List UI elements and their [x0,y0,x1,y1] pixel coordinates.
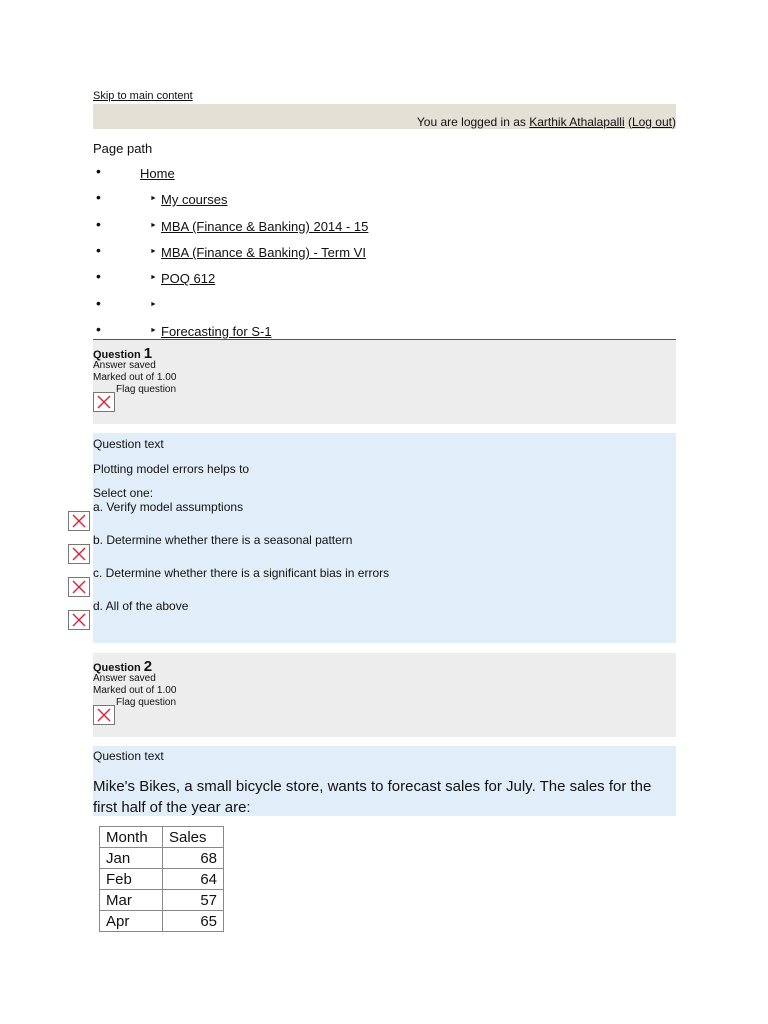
arrow-right-icon: ► [150,274,157,281]
bullet-icon: • [96,189,101,205]
month-cell: Feb [100,869,163,890]
bullet-icon: • [96,268,101,284]
question-2-prompt: Mike's Bikes, a small bicycle store, wants to forecast sales for July. The sales for the first half of the year are: [93,778,652,816]
arrow-right-icon: ► [150,301,157,308]
bullet-icon: • [96,163,101,179]
skip-to-main-content-link[interactable]: Skip to main content [93,90,193,102]
option-a-radio[interactable] [68,511,90,531]
bullet-icon: • [96,295,101,311]
option-a-label[interactable]: a. Verify model assumptions [93,500,244,514]
breadcrumb-item-term [0,242,768,265]
question-2-flag-checkbox[interactable] [93,705,115,725]
option-b-radio[interactable] [68,544,90,564]
table-row [100,869,224,890]
question-2-number: Question 2 [93,658,153,675]
broken-image-x-icon [72,580,86,594]
question-2-flag-label: Flag question [116,697,177,708]
broken-image-x-icon [72,547,86,561]
sales-cell: 65 [163,911,224,932]
bullet-icon: • [96,242,101,258]
table-header-row [100,827,224,848]
user-profile-link[interactable]: Karthik Athalapalli [529,115,625,129]
question-2-marks: Marked out of 1.00 [93,685,177,696]
login-info-bar [93,104,676,129]
question-1-prompt: Plotting model errors helps to [93,462,250,476]
breadcrumb-link-course[interactable]: POQ 612 [161,271,216,286]
question-1-select-label: Select one: [93,486,154,500]
breadcrumb-item-course [0,268,768,291]
question-2-info [93,653,676,737]
sales-cell: 64 [163,869,224,890]
breadcrumb-link-category[interactable]: MBA (Finance & Banking) 2014 - 15 [161,219,369,234]
sales-table [99,826,224,932]
question-2-content [93,746,676,816]
question-1-state: Answer saved [93,360,156,371]
login-paren-close: ) [672,115,676,129]
question-1-marks: Marked out of 1.00 [93,372,177,383]
broken-image-x-icon [72,613,86,627]
sales-cell: 57 [163,890,224,911]
login-prefix: You are logged in as [416,115,530,129]
page-path-heading: Page path [93,141,153,156]
breadcrumb-item-home [0,163,768,186]
arrow-right-icon: ► [150,222,157,229]
breadcrumb-item-empty [0,295,768,318]
column-header-sales: Sales [163,827,224,848]
bullet-icon: • [96,321,101,337]
broken-image-x-icon [97,395,111,409]
option-c-radio[interactable] [68,577,90,597]
question-1-flag-label: Flag question [116,384,177,395]
arrow-right-icon: ► [150,195,157,202]
option-b-label[interactable]: b. Determine whether there is a seasonal pattern [93,533,353,547]
question-1-flag-checkbox[interactable] [93,392,115,412]
arrow-right-icon: ► [150,248,157,255]
broken-image-x-icon [97,708,111,722]
breadcrumb-link-home[interactable]: Home [140,166,175,181]
column-header-month: Month [100,827,163,848]
table-row [100,911,224,932]
breadcrumb-item-category [0,216,768,239]
sales-cell: 68 [163,848,224,869]
login-info [417,115,676,129]
bullet-icon: • [96,216,101,232]
option-d-label[interactable]: d. All of the above [93,599,189,613]
breadcrumb-link-my-courses[interactable]: My courses [161,192,228,207]
question-1-info [93,340,676,424]
question-1-text-label: Question text [93,437,164,451]
broken-image-x-icon [72,514,86,528]
question-2-text-label: Question text [93,749,164,763]
question-2-state: Answer saved [93,673,156,684]
month-cell: Apr [100,911,163,932]
question-1-number: Question 1 [93,345,153,362]
table-row [100,890,224,911]
breadcrumb-link-term[interactable]: MBA (Finance & Banking) - Term VI [161,245,366,260]
option-d-radio[interactable] [68,610,90,630]
login-paren-open: ( [624,115,632,129]
breadcrumb-link-quiz[interactable]: Forecasting for S-1 [161,324,272,339]
month-cell: Mar [100,890,163,911]
logout-link[interactable]: Log out [631,115,672,129]
month-cell: Jan [100,848,163,869]
arrow-right-icon: ► [150,327,157,334]
breadcrumb-item-my-courses [0,189,768,212]
table-row [100,848,224,869]
option-c-label[interactable]: c. Determine whether there is a significant bias in errors [93,566,390,580]
